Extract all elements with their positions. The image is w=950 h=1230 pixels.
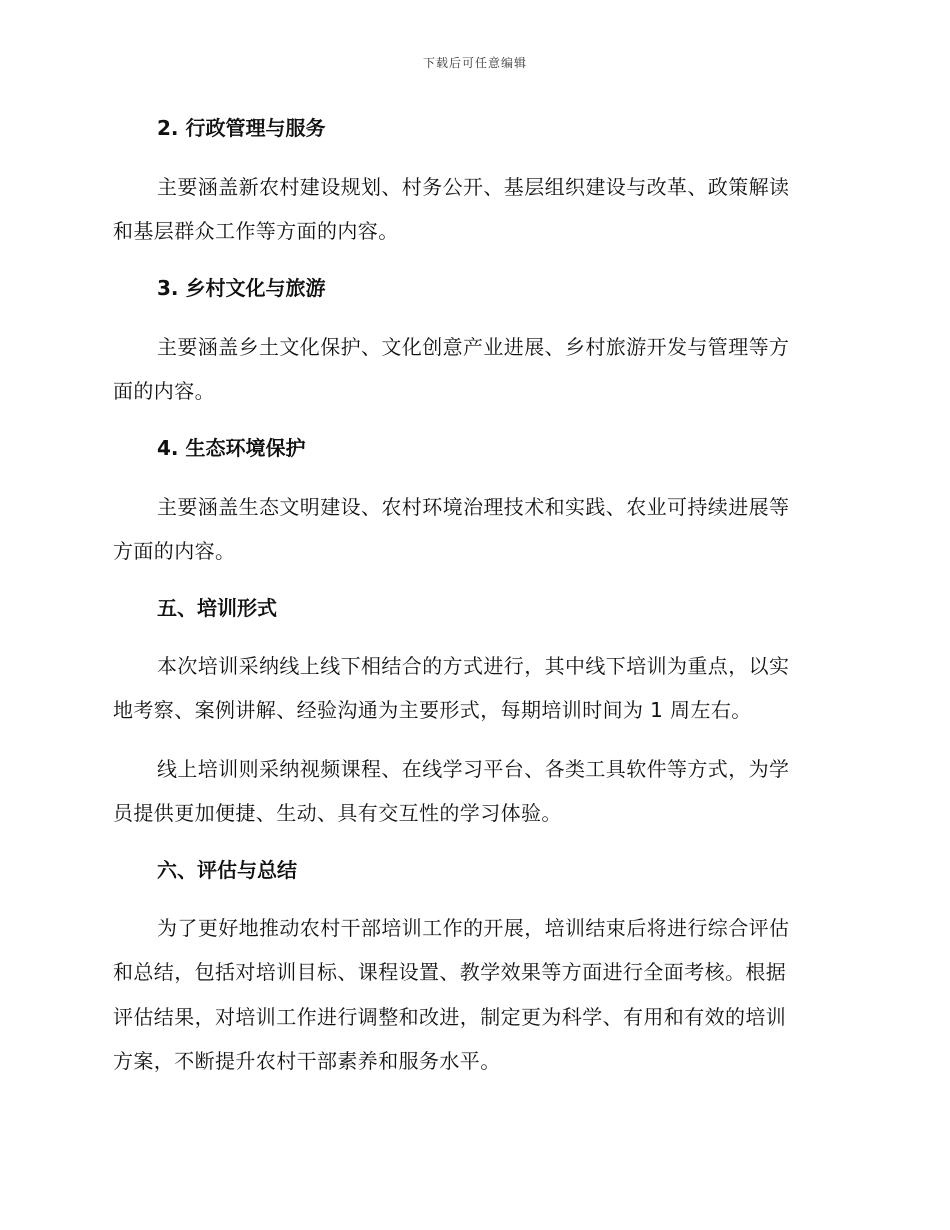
paragraph-line: 员提供更加便捷、生动、具有交互性的学习体验。 xyxy=(113,801,562,825)
section-heading-format: 五、培训形式 xyxy=(157,596,277,620)
paragraph-line: 线上培训则采纳视频课程、在线学习平台、各类工具软件等方式，为学 xyxy=(157,757,790,781)
paragraph-line: 主要涵盖乡土文化保护、文化创意产业进展、乡村旅游开发与管理等方 xyxy=(157,335,790,359)
paragraph-line: 为了更好地推动农村干部培训工作的开展，培训结束后将进行综合评估 xyxy=(157,916,790,940)
section-heading-ecology: 4. 生态环境保护 xyxy=(157,436,306,460)
paragraph-line: 方案，不断提升农村干部素养和服务水平。 xyxy=(113,1049,501,1073)
paragraph-line: 主要涵盖新农村建设规划、村务公开、基层组织建设与改革、政策解读 xyxy=(157,175,790,199)
paragraph-line: 地考察、案例讲解、经验沟通为主要形式，每期培训时间为 1 周左右。 xyxy=(113,698,752,722)
paragraph-line: 面的内容。 xyxy=(113,379,215,403)
paragraph-line: 方面的内容。 xyxy=(113,539,236,563)
paragraph-line: 评估结果，对培训工作进行调整和改进，制定更为科学、有用和有效的培训 xyxy=(113,1005,787,1029)
page-header: 下载后可任意编辑 xyxy=(422,56,527,70)
paragraph-line: 和基层群众工作等方面的内容。 xyxy=(113,219,399,243)
section-heading-culture: 3. 乡村文化与旅游 xyxy=(157,276,326,300)
section-heading-evaluation: 六、评估与总结 xyxy=(157,858,297,882)
paragraph-line: 本次培训采纳线上线下相结合的方式进行，其中线下培训为重点，以实 xyxy=(157,654,790,678)
paragraph-line: 和总结，包括对培训目标、课程设置、教学效果等方面进行全面考核。根据 xyxy=(113,960,787,984)
paragraph-line: 主要涵盖生态文明建设、农村环境治理技术和实践、农业可持续进展等 xyxy=(157,495,790,519)
section-heading-admin: 2. 行政管理与服务 xyxy=(157,116,326,140)
